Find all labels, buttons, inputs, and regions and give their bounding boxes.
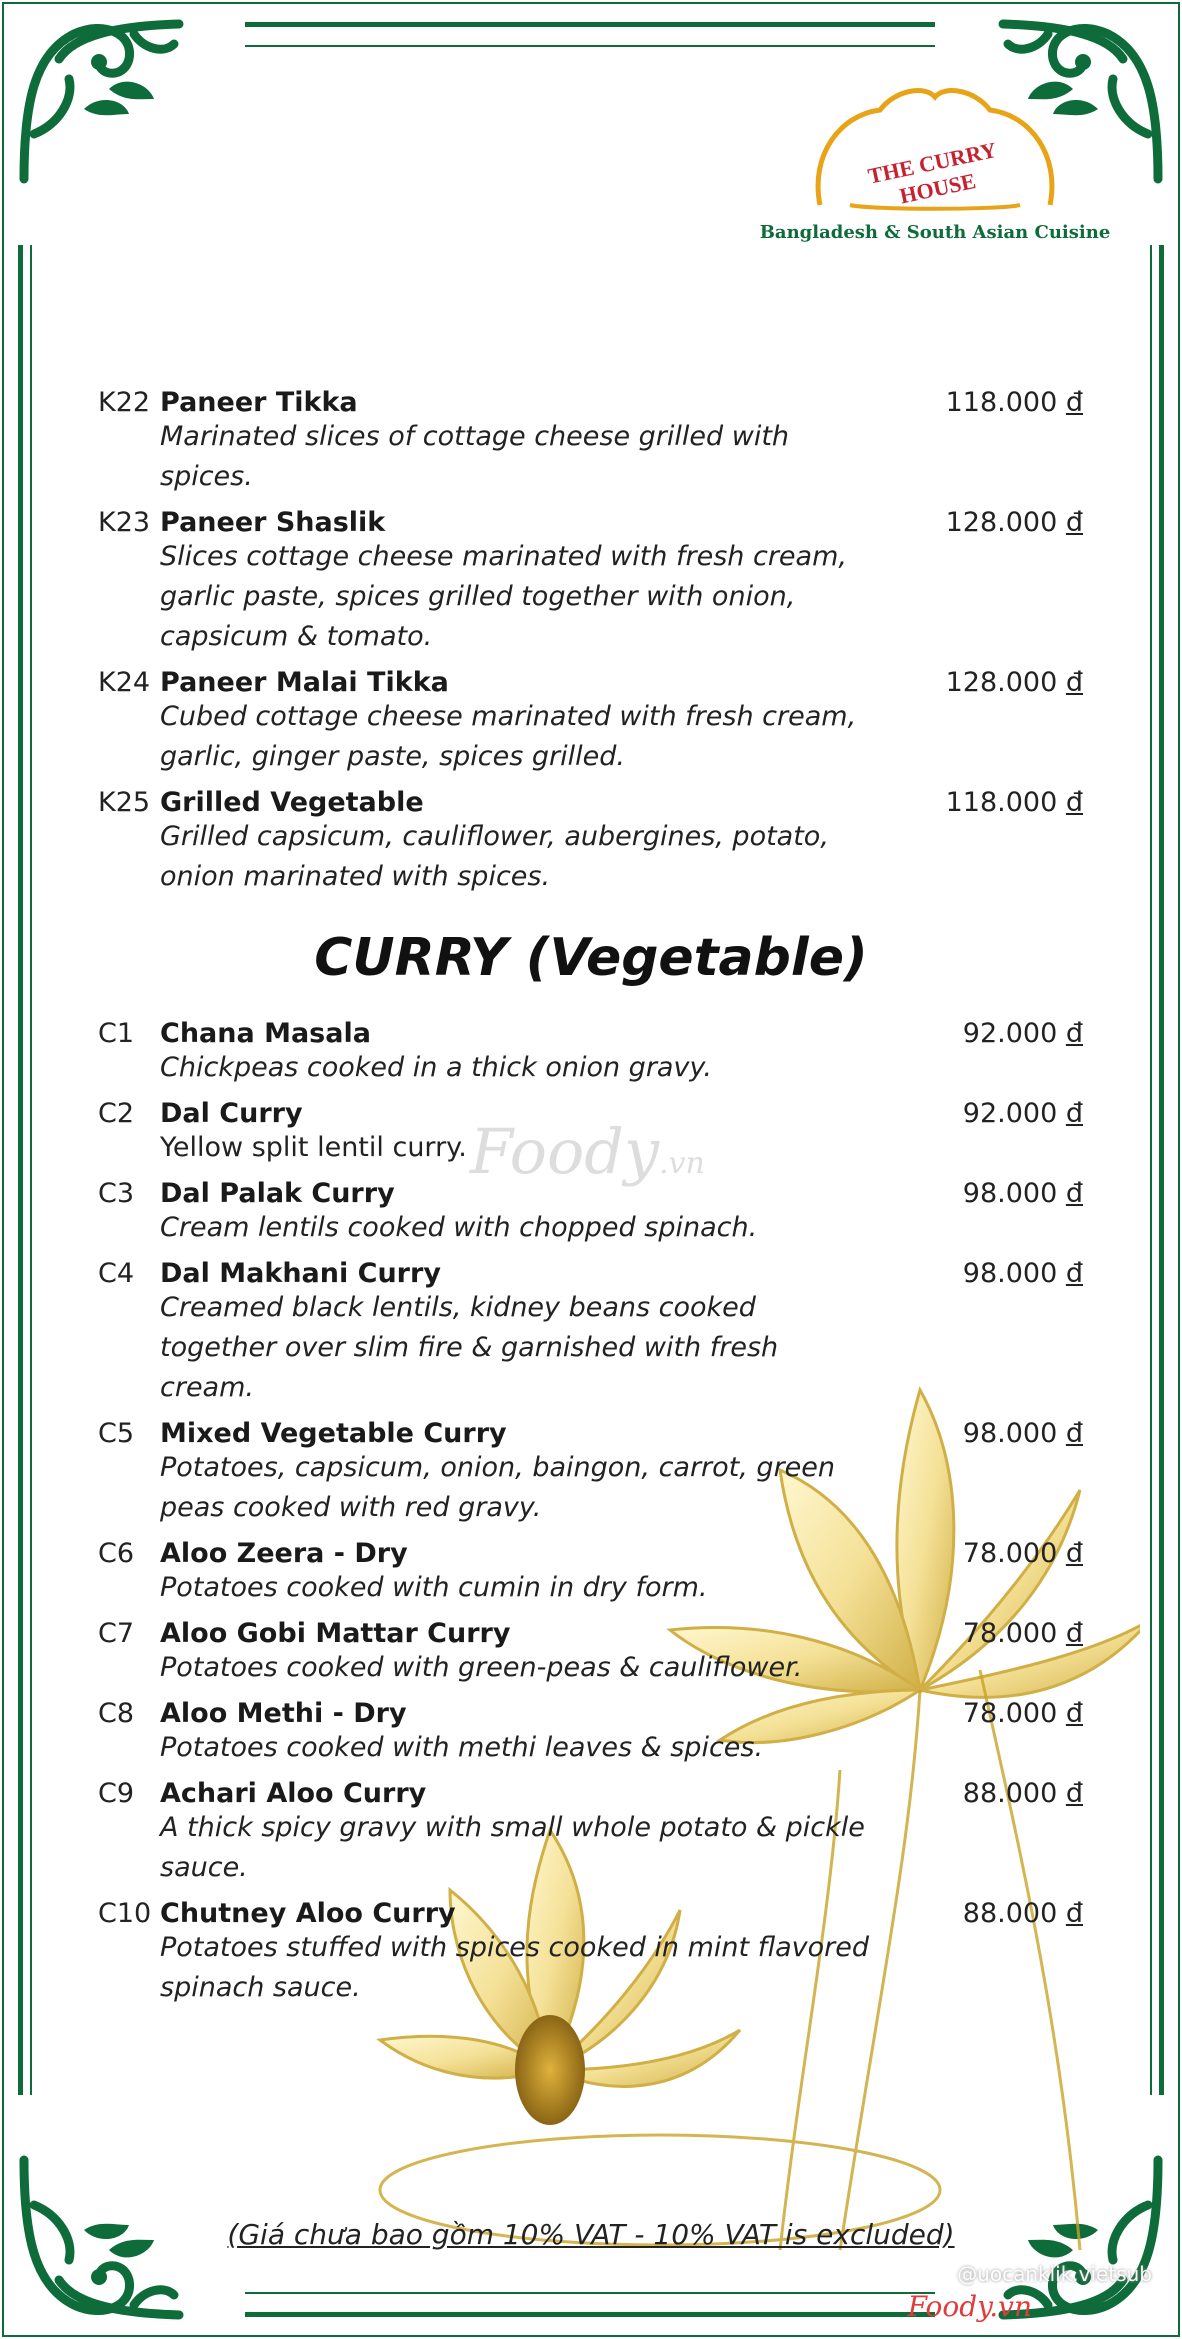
item-description: Slices cottage cheese marinated with fresh cream, garlic paste, spices grilled together with onion, capsicum & tomato.	[160, 541, 847, 652]
photo-credit: @uocanklik.vietsub	[957, 2262, 1152, 2286]
item-name: Aloo Gobi Mattar Curry	[160, 1618, 511, 1649]
item-description: Grilled capsicum, cauliflower, aubergines, potato, onion marinated with spices.	[160, 821, 829, 892]
item-price: 78.000 đ	[962, 1698, 1083, 1729]
item-code: C3	[98, 1178, 135, 1209]
item-description: Chickpeas cooked in a thick onion gravy.	[160, 1052, 712, 1083]
item-description: Potatoes, capsicum, onion, baingon, carrot, green peas cooked with red gravy.	[160, 1452, 835, 1523]
item-code: C5	[98, 1418, 135, 1449]
item-price: 118.000 đ	[945, 387, 1083, 418]
left-border-thin	[30, 245, 32, 2095]
item-price: 88.000 đ	[962, 1778, 1083, 1809]
item-description: A thick spicy gravy with small whole potato & pickle sauce.	[160, 1812, 865, 1883]
logo-text: THE CURRY HOUSE	[865, 136, 999, 209]
item-description: Yellow split lentil curry.	[160, 1132, 467, 1163]
item-name: Paneer Malai Tikka	[160, 667, 449, 698]
item-code: C6	[98, 1538, 135, 1569]
item-price: 78.000 đ	[962, 1618, 1083, 1649]
item-name: Dal Makhani Curry	[160, 1258, 441, 1289]
item-description: Cream lentils cooked with chopped spinach.	[160, 1212, 758, 1243]
right-border-line	[1159, 245, 1164, 2095]
bottom-border-line	[245, 2312, 935, 2317]
item-price: 118.000 đ	[945, 787, 1083, 818]
item-code: K23	[98, 507, 151, 538]
bottom-border-thin	[245, 2292, 935, 2294]
item-code: C8	[98, 1698, 135, 1729]
item-price: 88.000 đ	[962, 1898, 1083, 1929]
item-name: Achari Aloo Curry	[160, 1778, 427, 1809]
item-code: C2	[98, 1098, 135, 1129]
item-description: Marinated slices of cottage cheese grilled with spices.	[160, 421, 790, 492]
section-title-curry: CURRY (Vegetable)	[314, 928, 868, 988]
item-description: Cubed cottage cheese marinated with fresh cream, garlic, ginger paste, spices grilled.	[160, 701, 857, 772]
corner-ornament-top-left	[14, 14, 189, 189]
item-name: Aloo Methi - Dry	[160, 1698, 407, 1729]
item-name: Paneer Shaslik	[160, 507, 386, 538]
vat-note: (Giá chưa bao gồm 10% VAT - 10% VAT is excluded)	[227, 2218, 955, 2251]
item-name: Dal Palak Curry	[160, 1178, 395, 1209]
top-border-line	[245, 22, 935, 27]
item-price: 92.000 đ	[962, 1098, 1083, 1129]
item-price: 128.000 đ	[945, 667, 1083, 698]
item-code: C9	[98, 1778, 135, 1809]
item-description: Potatoes cooked with methi leaves & spices.	[160, 1732, 764, 1763]
item-code: K22	[98, 387, 151, 418]
item-name: Aloo Zeera - Dry	[160, 1538, 408, 1569]
item-code: C7	[98, 1618, 135, 1649]
foody-watermark: Foody.vn	[470, 1115, 705, 1188]
right-border-thin	[1150, 245, 1152, 2095]
item-code: K24	[98, 667, 151, 698]
item-price: 92.000 đ	[962, 1018, 1083, 1049]
item-name: Dal Curry	[160, 1098, 303, 1129]
foody-logo: Foody.vn	[907, 2290, 1032, 2323]
logo-tagline: Bangladesh & South Asian Cuisine	[759, 222, 1111, 243]
item-price: 98.000 đ	[962, 1178, 1083, 1209]
item-code: K25	[98, 787, 151, 818]
item-name: Paneer Tikka	[160, 387, 358, 418]
item-description: Potatoes cooked with green-peas & cauliflower.	[160, 1652, 803, 1683]
item-name: Grilled Vegetable	[160, 787, 424, 818]
item-code: C1	[98, 1018, 135, 1049]
item-price: 98.000 đ	[962, 1258, 1083, 1289]
item-name: Chutney Aloo Curry	[160, 1898, 456, 1929]
item-code: C4	[98, 1258, 135, 1289]
left-border-line	[18, 245, 23, 2095]
item-description: Potatoes cooked with cumin in dry form.	[160, 1572, 708, 1603]
item-code: C10	[98, 1898, 152, 1929]
item-description: Potatoes stuffed with spices cooked in mint flavored spinach sauce.	[160, 1932, 870, 2003]
item-price: 128.000 đ	[945, 507, 1083, 538]
item-price: 98.000 đ	[962, 1418, 1083, 1449]
top-border-thin	[245, 45, 935, 47]
item-name: Mixed Vegetable Curry	[160, 1418, 507, 1449]
item-name: Chana Masala	[160, 1018, 371, 1049]
item-price: 78.000 đ	[962, 1538, 1083, 1569]
item-description: Creamed black lentils, kidney beans cooked together over slim fire & garnished with fresh cream.	[160, 1292, 779, 1403]
